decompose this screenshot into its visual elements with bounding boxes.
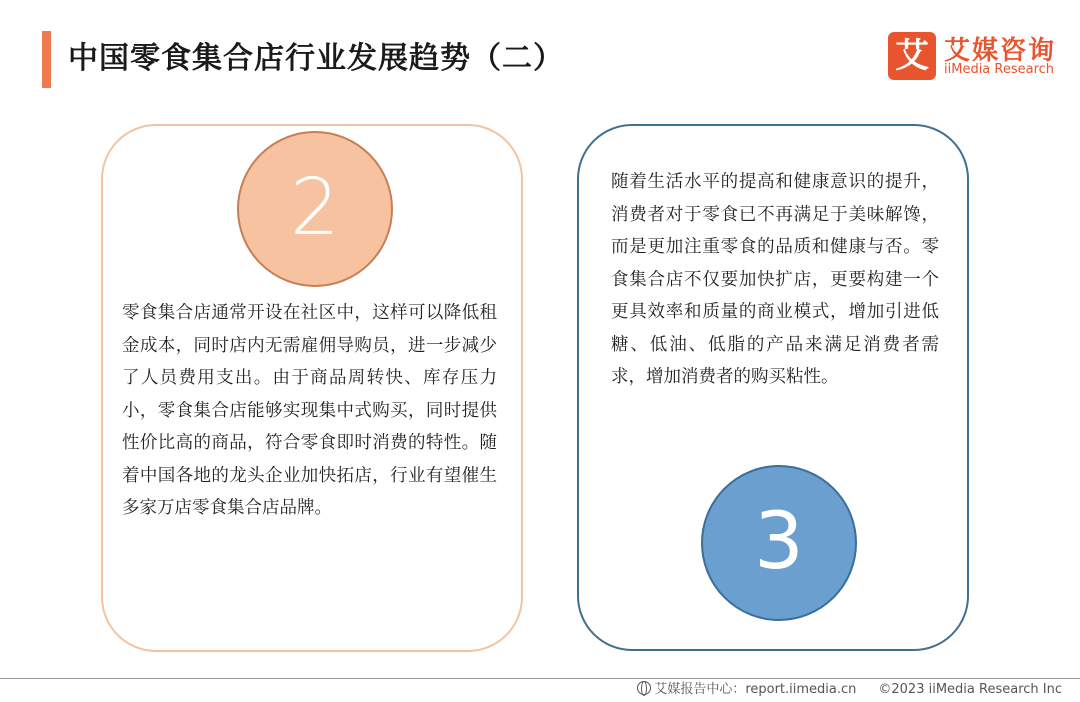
footer: [637, 680, 1062, 700]
trend-text-3: 随着生活水平的提高和健康意识的提升，消费者对于零食已不再满足于美味解馋，而是更加注重零食的品质和健康与否。零食集合店不仅要加快扩店，更要构建一个更具效率和质量的商业模式，增加引进低糖、低油、低脂的产品来满足消费者需求，增加消费者的购买粘性。: [611, 172, 939, 387]
title-accent-bar: [42, 31, 51, 88]
page-title: 中国零食集合店行业发展趋势（二）: [68, 41, 564, 76]
number-circle-3: 3: [701, 465, 857, 621]
logo-mark: 艾: [888, 32, 936, 80]
logo-name-en: iiMedia Research: [944, 62, 1055, 77]
footer-source: 艾媒报告中心：report.iimedia.cn: [654, 682, 857, 697]
trend-text-2: 零食集合店通常开设在社区中，这样可以降低租金成本，同时店内无需雇佣导购员，进一步减少了人员费用支出。由于商品周转快、库存压力小，零食集合店能够实现集中式购买，同时提供性价比高的商品，符合零食即时消费的特性。随着中国各地的龙头企业加快拓店，行业有望催生多家万店零食集合店品牌。: [122, 303, 497, 518]
footer-copyright: ©2023 iiMedia Research Inc: [878, 682, 1062, 697]
globe-icon: [637, 681, 651, 695]
logo-name-cn: 艾媒咨询: [944, 36, 1057, 66]
number-circle-2: 2: [237, 131, 393, 287]
iimedia-logo: [888, 32, 1063, 80]
footer-divider: [0, 678, 1080, 679]
